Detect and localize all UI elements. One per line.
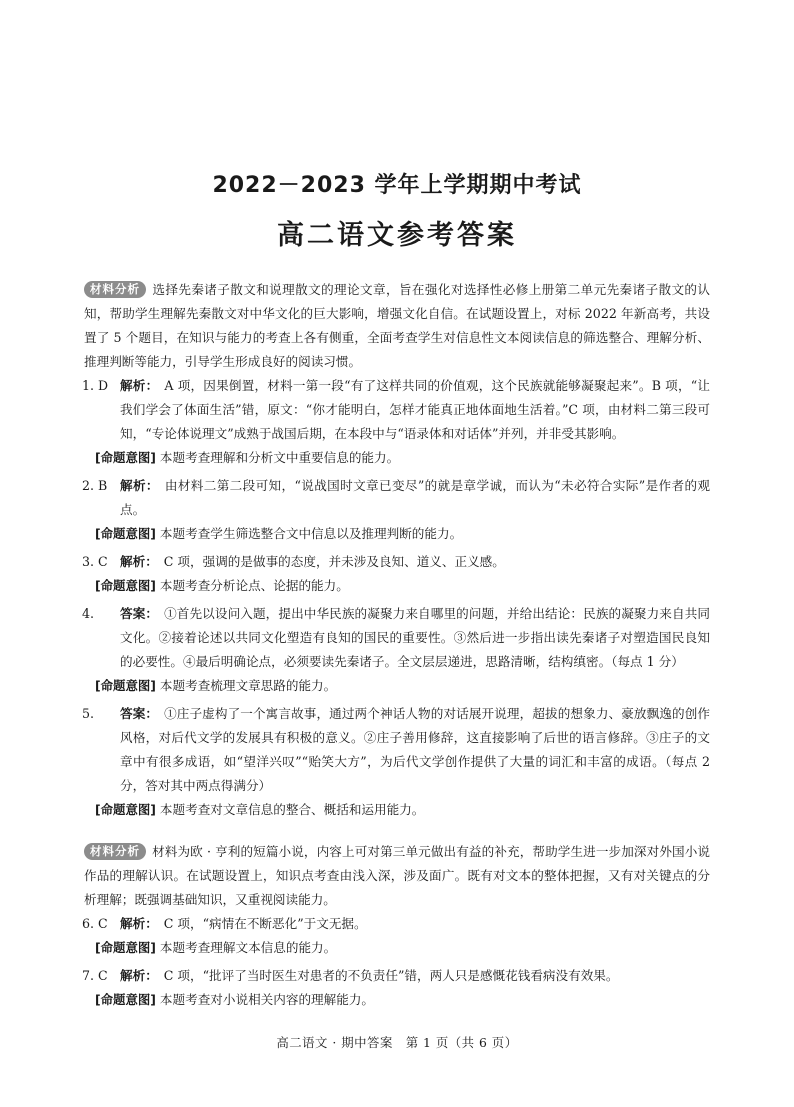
answer-label: 解析：: [120, 478, 159, 493]
intent-tag: [命题意图]: [95, 578, 156, 593]
intent-text: 本题考查梳理文章思路的能力。: [159, 678, 337, 693]
intent-text: 本题考查学生筛选整合文中信息以及推理判断的能力。: [159, 526, 463, 541]
answer-label: 解析：: [120, 554, 158, 569]
question-5: [84, 702, 710, 822]
question-1: [84, 374, 710, 470]
answer-label: 答案：: [120, 706, 159, 721]
answer-text: 由材料二第二段可知，“说战国时文章已变尽”的就是章学诚，而认为“未必符合实际”是作者的观点。: [120, 478, 710, 517]
answer-label: 答案：: [120, 606, 159, 621]
answer-title: 高二语文参考答案: [277, 220, 517, 251]
intent-tag: [命题意图]: [95, 992, 156, 1007]
section1-intro-text: 选择先秦诸子散文和说理散文的理论文章，旨在强化对选择性必修上册第二单元先秦诸子散文的认知，帮助学生理解先秦散文对中华文化的巨大影响，增强文化自信。在试题设置上，对标 2022 年新高考，共设置了 5 个题目，在知识与能力的考查上各有侧重，全面考查学生对信息性文本阅读信息的筛选整合、理解分析、推理判断等能力，引导学生形成良好的阅读习惯。: [84, 282, 710, 369]
question-intent: [84, 936, 710, 960]
answer-label: 解析：: [120, 968, 158, 983]
analysis-badge: 材料分析: [84, 843, 146, 860]
answer-text: A 项，因果倒置，材料一第一段“有了这样共同的价值观，这个民族就能够凝聚起来”。B 项，“让我们学会了体面生活”错，原文：“你才能明白，怎样才能真正地体面地生活着。”C 项，由材料二第三段可知，“专论体说理文”成熟于战国后期，在本段中与“语录体和对话体”并列，并非受其影响。: [120, 378, 711, 441]
question-6: [84, 912, 710, 960]
intent-tag: [命题意图]: [95, 450, 156, 465]
question-intent: [84, 574, 710, 598]
question-intent: [84, 798, 710, 822]
intent-tag: [命题意图]: [95, 526, 156, 541]
question-intent: [84, 446, 710, 470]
answer-text: ①庄子虚构了一个寓言故事，通过两个神话人物的对话展开说理，超拔的想象力、豪放飘逸的创作风格，对后代文学的发展具有积极的意义。②庄子善用修辞，这直接影响了后世的语言修辞。③庄子的文章中有很多成语，如“望洋兴叹”“贻笑大方”，为后代文学创作提供了大量的词汇和丰富的成语。（每点 2 分，答对其中两点得满分）: [120, 706, 710, 793]
intent-tag: [命题意图]: [95, 940, 156, 955]
intent-text: 本题考查理解文本信息的能力。: [159, 940, 337, 955]
answer-label: 解析：: [120, 916, 158, 931]
intent-tag: [命题意图]: [95, 802, 156, 817]
answer-text: C 项，强调的是做事的态度，并未涉及良知、道义、正义感。: [163, 554, 505, 569]
question-4: [84, 602, 710, 698]
question-number: 1. D: [82, 378, 109, 393]
section2-intro-text: 材料为欧 · 亨利的短篇小说，内容上可对第三单元做出有益的补充，帮助学生进一步加深对外国小说作品的理解认识。在试题设置上，知识点考查由浅入深，涉及面广。既有对文本的整体把握，又有对关键点的分析理解；既强调基础知识，又重视阅读能力。: [84, 844, 710, 907]
section-gap: [84, 826, 710, 840]
exam-title: 2022－2023 学年上学期期中考试: [212, 173, 582, 198]
answer-text: C 项，“病情在不断恶化”于文无据。: [163, 916, 367, 931]
answer-text: ①首先以设问入题，提出中华民族的凝聚力来自哪里的问题，并给出结论：民族的凝聚力来自共同文化。②接着论述以共同文化塑造有良知的国民的重要性。③然后进一步指出读先秦诸子对塑造国民良知的必要性。④最后明确论点，必须要读先秦诸子。全文层层递进，思路清晰，结构缜密。（每点 1 分）: [120, 606, 710, 669]
section1-intro: [84, 278, 710, 374]
question-number: 5.: [82, 706, 95, 721]
question-intent: [84, 988, 710, 1012]
section2-intro: [84, 840, 710, 912]
intent-text: 本题考查对文章信息的整合、概括和运用能力。: [159, 802, 425, 817]
question-2: [84, 474, 710, 546]
answer-text: C 项，“批评了当时医生对患者的不负责任”错，两人只是感慨花钱看病没有效果。: [163, 968, 619, 983]
analysis-badge: 材料分析: [84, 281, 146, 298]
intent-tag: [命题意图]: [95, 678, 156, 693]
page-footer: 高二语文 · 期中答案 第 1 页（共 6 页）: [276, 1035, 518, 1050]
question-number: 6. C: [82, 916, 108, 931]
question-number: 2. B: [82, 478, 108, 493]
question-intent: [84, 674, 710, 698]
question-7: [84, 964, 710, 1012]
answer-label: 解析：: [120, 378, 159, 393]
question-number: 7. C: [82, 968, 108, 983]
question-intent: [84, 522, 710, 546]
intent-text: 本题考查分析论点、论据的能力。: [159, 578, 349, 593]
intent-text: 本题考查理解和分析文中重要信息的能力。: [159, 450, 400, 465]
question-3: [84, 550, 710, 598]
intent-text: 本题考查对小说相关内容的理解能力。: [159, 992, 374, 1007]
question-number: 4.: [82, 606, 95, 621]
question-number: 3. C: [82, 554, 108, 569]
